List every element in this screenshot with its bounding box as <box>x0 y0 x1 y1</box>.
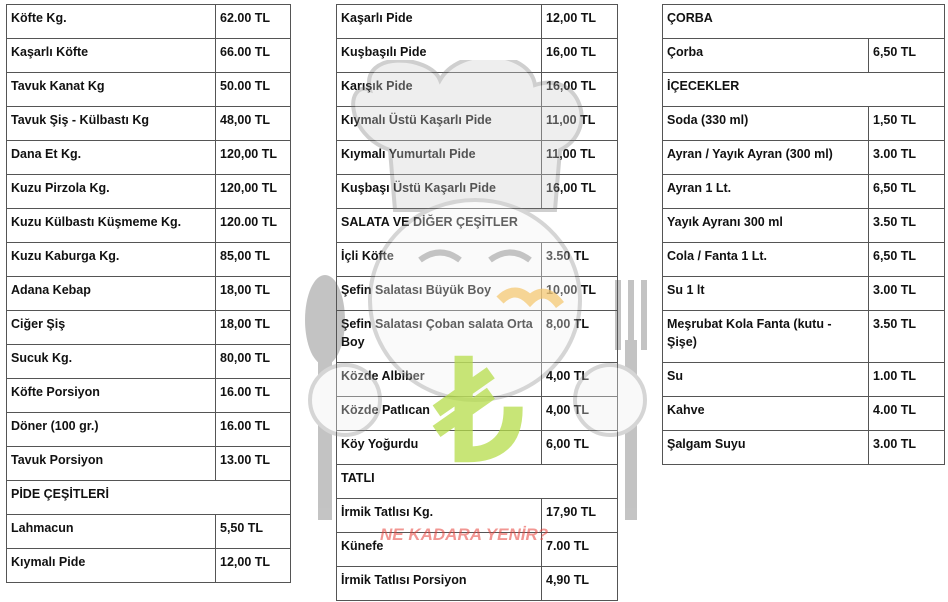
item-price: 8,00 TL <box>542 311 618 363</box>
menu-column-soup-drinks <box>662 4 945 465</box>
item-name: Ayran / Yayık Ayran (300 ml) <box>663 141 869 175</box>
menu-section-heading <box>337 465 618 499</box>
menu-item-row <box>7 413 291 447</box>
item-price: 6,50 TL <box>869 243 945 277</box>
item-price: 16.00 TL <box>216 413 291 447</box>
item-name: Cola / Fanta 1 Lt. <box>663 243 869 277</box>
item-name: Su 1 lt <box>663 277 869 311</box>
item-name: Yayık Ayranı 300 ml <box>663 209 869 243</box>
menu-item-row <box>663 141 945 175</box>
item-price: 80,00 TL <box>216 345 291 379</box>
menu-item-row <box>663 363 945 397</box>
menu-section-heading <box>337 209 618 243</box>
menu-item-row <box>663 431 945 465</box>
item-price: 7.00 TL <box>542 533 618 567</box>
item-name: Dana Et Kg. <box>7 141 216 175</box>
item-name: Tavuk Porsiyon <box>7 447 216 481</box>
section-title: TATLI <box>337 465 618 499</box>
item-name: İrmik Tatlısı Kg. <box>337 499 542 533</box>
menu-section-heading <box>663 73 945 107</box>
item-name: Kaşarlı Köfte <box>7 39 216 73</box>
menu-item-row <box>663 397 945 431</box>
item-price: 16,00 TL <box>542 39 618 73</box>
menu-item-row <box>7 515 291 549</box>
menu-item-row <box>337 277 618 311</box>
menu-item-row <box>337 431 618 465</box>
menu-item-row <box>337 363 618 397</box>
item-price: 6,00 TL <box>542 431 618 465</box>
section-title: PİDE ÇEŞİTLERİ <box>7 481 291 515</box>
menu-item-row <box>663 311 945 363</box>
item-price: 10,00 TL <box>542 277 618 311</box>
item-price: 3.00 TL <box>869 431 945 465</box>
item-price: 50.00 TL <box>216 73 291 107</box>
item-name: Köfte Porsiyon <box>7 379 216 413</box>
menu-item-row <box>7 39 291 73</box>
item-price: 3.00 TL <box>869 141 945 175</box>
item-name: Köy Yoğurdu <box>337 431 542 465</box>
menu-column-pide-salad-dessert <box>336 4 618 601</box>
item-name: Döner (100 gr.) <box>7 413 216 447</box>
item-price: 4,00 TL <box>542 363 618 397</box>
menu-item-row <box>337 533 618 567</box>
item-price: 6,50 TL <box>869 175 945 209</box>
menu-item-row <box>7 379 291 413</box>
item-name: Kuzu Kaburga Kg. <box>7 243 216 277</box>
item-price: 16.00 TL <box>216 379 291 413</box>
item-name: Ciğer Şiş <box>7 311 216 345</box>
item-name: Su <box>663 363 869 397</box>
item-name: Kuşbaşılı Pide <box>337 39 542 73</box>
item-price: 11,00 TL <box>542 141 618 175</box>
menu-item-row <box>337 141 618 175</box>
section-title: ÇORBA <box>663 5 945 39</box>
item-price: 48,00 TL <box>216 107 291 141</box>
item-price: 85,00 TL <box>216 243 291 277</box>
item-price: 3.50 TL <box>869 209 945 243</box>
menu-item-row <box>337 73 618 107</box>
item-price: 18,00 TL <box>216 311 291 345</box>
item-name: Kuşbaşı Üstü Kaşarlı Pide <box>337 175 542 209</box>
item-price: 16,00 TL <box>542 175 618 209</box>
item-price: 4.00 TL <box>869 397 945 431</box>
item-price: 1,50 TL <box>869 107 945 141</box>
section-title: SALATA VE DİĞER ÇEŞİTLER <box>337 209 618 243</box>
menu-item-row <box>7 209 291 243</box>
item-name: Kuzu Külbastı Küşmeme Kg. <box>7 209 216 243</box>
item-price: 18,00 TL <box>216 277 291 311</box>
item-name: Lahmacun <box>7 515 216 549</box>
menu-item-row <box>7 447 291 481</box>
item-name: Közde Albiber <box>337 363 542 397</box>
item-price: 11,00 TL <box>542 107 618 141</box>
menu-item-row <box>337 175 618 209</box>
item-price: 62.00 TL <box>216 5 291 39</box>
menu-item-row <box>337 567 618 601</box>
item-name: Sucuk Kg. <box>7 345 216 379</box>
item-name: Kıymalı Yumurtalı Pide <box>337 141 542 175</box>
menu-item-row <box>337 39 618 73</box>
item-price: 120,00 TL <box>216 141 291 175</box>
menu-item-row <box>337 5 618 39</box>
menu-item-row <box>337 311 618 363</box>
item-name: Soda (330 ml) <box>663 107 869 141</box>
item-price: 3.50 TL <box>542 243 618 277</box>
item-name: Şalgam Suyu <box>663 431 869 465</box>
item-price: 120,00 TL <box>216 175 291 209</box>
item-name: İrmik Tatlısı Porsiyon <box>337 567 542 601</box>
item-price: 12,00 TL <box>216 549 291 583</box>
section-title: İÇECEKLER <box>663 73 945 107</box>
menu-item-row <box>337 499 618 533</box>
menu-item-row <box>7 243 291 277</box>
item-price: 1.00 TL <box>869 363 945 397</box>
item-price: 66.00 TL <box>216 39 291 73</box>
item-price: 120.00 TL <box>216 209 291 243</box>
item-name: Közde Patlıcan <box>337 397 542 431</box>
item-price: 3.00 TL <box>869 277 945 311</box>
menu-item-row <box>337 107 618 141</box>
item-price: 3.50 TL <box>869 311 945 363</box>
item-name: Kıymalı Pide <box>7 549 216 583</box>
item-price: 16,00 TL <box>542 73 618 107</box>
menu-item-row <box>7 277 291 311</box>
menu-column-meats-pide <box>6 4 291 583</box>
item-price: 4,00 TL <box>542 397 618 431</box>
item-name: Meşrubat Kola Fanta (kutu - Şişe) <box>663 311 869 363</box>
item-name: Çorba <box>663 39 869 73</box>
item-name: Şefin Salatası Büyük Boy <box>337 277 542 311</box>
item-name: Ayran 1 Lt. <box>663 175 869 209</box>
item-name: İçli Köfte <box>337 243 542 277</box>
item-name: Tavuk Şiş - Külbastı Kg <box>7 107 216 141</box>
item-name: Kuzu Pirzola Kg. <box>7 175 216 209</box>
menu-item-row <box>7 175 291 209</box>
item-name: Kaşarlı Pide <box>337 5 542 39</box>
menu-item-row <box>7 141 291 175</box>
menu-item-row <box>7 5 291 39</box>
menu-item-row <box>663 209 945 243</box>
item-price: 6,50 TL <box>869 39 945 73</box>
item-price: 5,50 TL <box>216 515 291 549</box>
item-name: Köfte Kg. <box>7 5 216 39</box>
menu-item-row <box>663 277 945 311</box>
menu-item-row <box>7 73 291 107</box>
menu-item-row <box>663 39 945 73</box>
menu-item-row <box>663 243 945 277</box>
menu-item-row <box>7 345 291 379</box>
menu-item-row <box>7 549 291 583</box>
menu-item-row <box>337 397 618 431</box>
menu-item-row <box>663 107 945 141</box>
lira-symbol: ₺ <box>435 333 525 490</box>
menu-item-row <box>7 311 291 345</box>
menu-item-row <box>663 175 945 209</box>
item-price: 17,90 TL <box>542 499 618 533</box>
item-name: Tavuk Kanat Kg <box>7 73 216 107</box>
item-price: 12,00 TL <box>542 5 618 39</box>
item-name: Adana Kebap <box>7 277 216 311</box>
item-name: Kıymalı Üstü Kaşarlı Pide <box>337 107 542 141</box>
item-name: Karışık Pide <box>337 73 542 107</box>
item-name: Şefin Salatası Çoban salata Orta Boy <box>337 311 542 363</box>
menu-item-row <box>337 243 618 277</box>
item-name: Künefe <box>337 533 542 567</box>
item-name: Kahve <box>663 397 869 431</box>
menu-item-row <box>7 107 291 141</box>
menu-section-heading <box>7 481 291 515</box>
item-price: 4,90 TL <box>542 567 618 601</box>
watermark-slogan: NE KADARA YENİR? <box>380 525 549 544</box>
item-price: 13.00 TL <box>216 447 291 481</box>
menu-section-heading <box>663 5 945 39</box>
